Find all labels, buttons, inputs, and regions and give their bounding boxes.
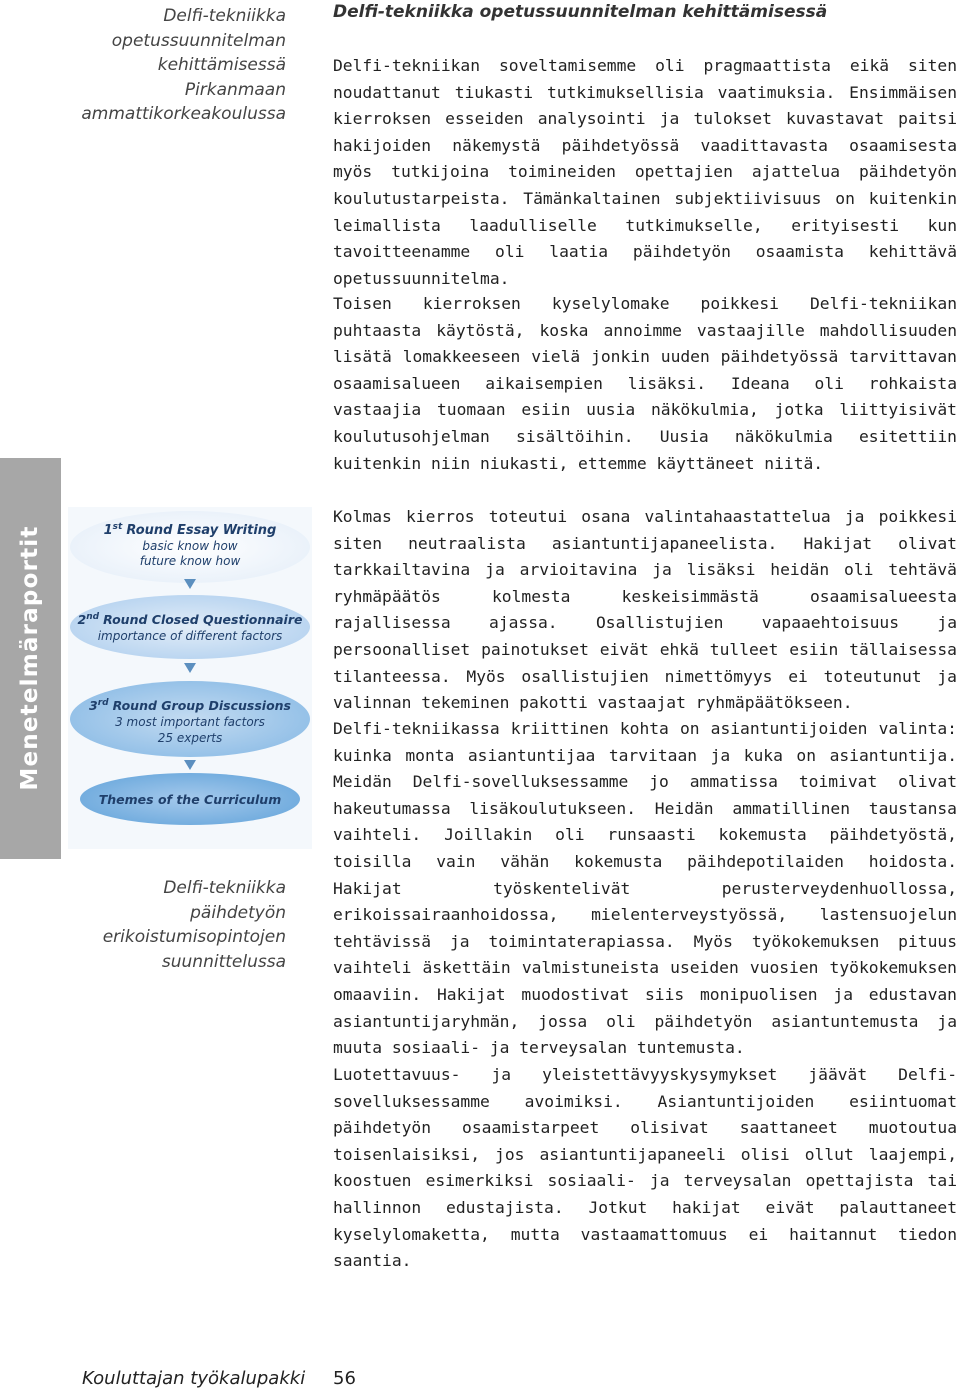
stage-4-title: Themes of the Curriculum bbox=[98, 792, 282, 807]
footer-title: Kouluttajan työkalupakki bbox=[82, 1368, 306, 1389]
paragraph: Luotettavuus- ja yleistettävyyskysymykset jäävät Delfi-sovelluksessamme avoimiksi. Asiantuntijoiden esiintuomat päihdetyön osaamistarpeet olisivat saattaneet muotoutua toisenlaisiksi, jos asiantuntijapaneeli olisi ollut laajempi, koostuen esimerkiksi sosiaali- ja terveysalan opettajista tai hallinnon edustajista. Jotkut hakijat eivät palauttaneet kyselylomaketta, mutta vastaamattomuus ei haitannut tiedon saantia. bbox=[333, 1065, 957, 1271]
sidebar-caption-line: opetussuunnitelman bbox=[111, 30, 286, 51]
sidebar-top-caption bbox=[60, 4, 286, 127]
stage-3-line: 3 most important factors bbox=[115, 715, 265, 729]
figure-caption-line: erikoistumisopintojen bbox=[102, 927, 286, 947]
sidebar-caption-line: Delfi-tekniikka bbox=[163, 6, 286, 26]
figure-caption-line: suunnittelussa bbox=[161, 951, 286, 972]
stage-3-title: 3rd Round Group Discussions bbox=[89, 698, 291, 713]
body-text-5 bbox=[333, 1062, 957, 1275]
stage-3-line: 25 experts bbox=[157, 731, 223, 745]
paragraph: Delfi-tekniikan soveltamisemme oli pragmaattista eikä siten noudattanut tiukasti tutkimuksellisia vaatimuksia. Ensimmäisen kierroksen esseiden analysointi ja tulokset kuvastavat paitsi hakijoiden näkemystä päihdetyössä vaadittavasta osaamisesta myös tutkijoina toimineiden opettajien ajattelua päihdetyön koulutustarpeista. Tämänkaltainen subjektiivisuus on kuitenkin leimallista laadulliselle tutkimukselle, erityisesti kun tavoitteenamme oli laatia päihdetyön osaamista kehittävä opetussuunnitelma. bbox=[333, 56, 957, 288]
paragraph: Toisen kierroksen kyselylomake poikkesi Delfi-tekniikan puhtaasta käytöstä, koska annoimme vastaajille mahdollisuuden lisätä lomakkeeseen vielä jonkin uuden päihdetyössä tarvittavan osaamisalueen aikaisempien lisäksi. Ideana oli rohkaista vastaajia tuomaan esiin uusia näkökulmia, jotka liittyisivät koulutusohjelman sisältöihin. Uusia näkökulmia esitettiin kuitenkin niin niukasti, ettemme käyttäneet niitä. bbox=[333, 294, 957, 473]
section-tab-label: Menetelmäraportit bbox=[17, 525, 43, 791]
body-text-1 bbox=[333, 53, 957, 292]
figure-caption-line: päihdetyön bbox=[190, 902, 286, 923]
body-text-3 bbox=[333, 504, 957, 717]
body-text-2 bbox=[333, 291, 957, 477]
stage-2-title: 2nd Round Closed Questionnaire bbox=[77, 612, 303, 627]
body-text-4 bbox=[333, 716, 957, 1062]
paragraph: Kolmas kierros toteutui osana valintahaastattelua ja poikkesi siten neutraalista asiantuntijapaneelista. Hakijat olivat tarkkailtavina ja arvioitavina ja lisäksi heidän oli tehtävä ryhmäpäätös kolmesta keskeisimmästä osaamisalueesta rajallisessa ajassa. Osallistujien vapaaehtoisuus ja persoonalliset painotukset eivät ehkä tulleet esiin tällaisessa tilanteessa. Myös osallistujien nimettömyys ei toteutunut ja valinnan tekeminen pakotti vastaajat ryhmäpäätökseen. bbox=[333, 507, 957, 713]
sidebar-caption-line: kehittämisessä bbox=[157, 55, 286, 75]
delphi-process-svg bbox=[68, 507, 312, 849]
sidebar-caption-line: Pirkanmaan bbox=[184, 79, 286, 100]
figure-caption bbox=[60, 876, 286, 974]
figure-caption-line: Delfi-tekniikka bbox=[163, 878, 286, 898]
stage-2-ellipse bbox=[70, 595, 310, 659]
section-tab bbox=[0, 458, 61, 859]
stage-2-line: importance of different factors bbox=[97, 629, 283, 643]
sidebar-caption-line: ammattikorkeakoulussa bbox=[81, 104, 286, 124]
stage-1-line: future know how bbox=[139, 554, 241, 568]
stage-1-title: 1st Round Essay Writing bbox=[103, 522, 277, 538]
paragraph: Delfi-tekniikassa kriittinen kohta on asiantuntijoiden valinta: kuinka monta asiantuntijaa tarvitaan ja kuka on asiantuntija. Meidän Delfi-sovelluksessamme jo ammatissa toimivat olivat hakeutumassa lisäkoulutukseen. Heidän ammatillinen taustansa vaihteli. Joillakin oli runsaasti kokemusta päihdetyöstä, toisilla vain vähän kokemusta päihdepotilaiden hoidosta. Hakijat työskentelivät perusterveydenhuollossa, erikoissairaanhoidossa, mielenterveystyössä, lastensuojelun tehtävissä ja toimintaterapiassa. Myös työkokemuksen pituus vaihteli äskettäin valmistuneista useiden vuosien työkokemuksen omaaviin. Hakijat muodostivat siis monipuolisen ja edustavan asiantuntijaryhmän, jossa oli päihdetyön asiantuntemusta ja muuta sosiaali- ja terveysalan tuntemusta. bbox=[333, 719, 957, 1058]
section-title: Delfi-tekniikka opetussuunnitelman kehittämisessä bbox=[333, 2, 828, 22]
delphi-process-diagram bbox=[68, 507, 312, 849]
page-number: 56 bbox=[333, 1368, 356, 1389]
stage-1-line: basic know how bbox=[142, 539, 238, 553]
